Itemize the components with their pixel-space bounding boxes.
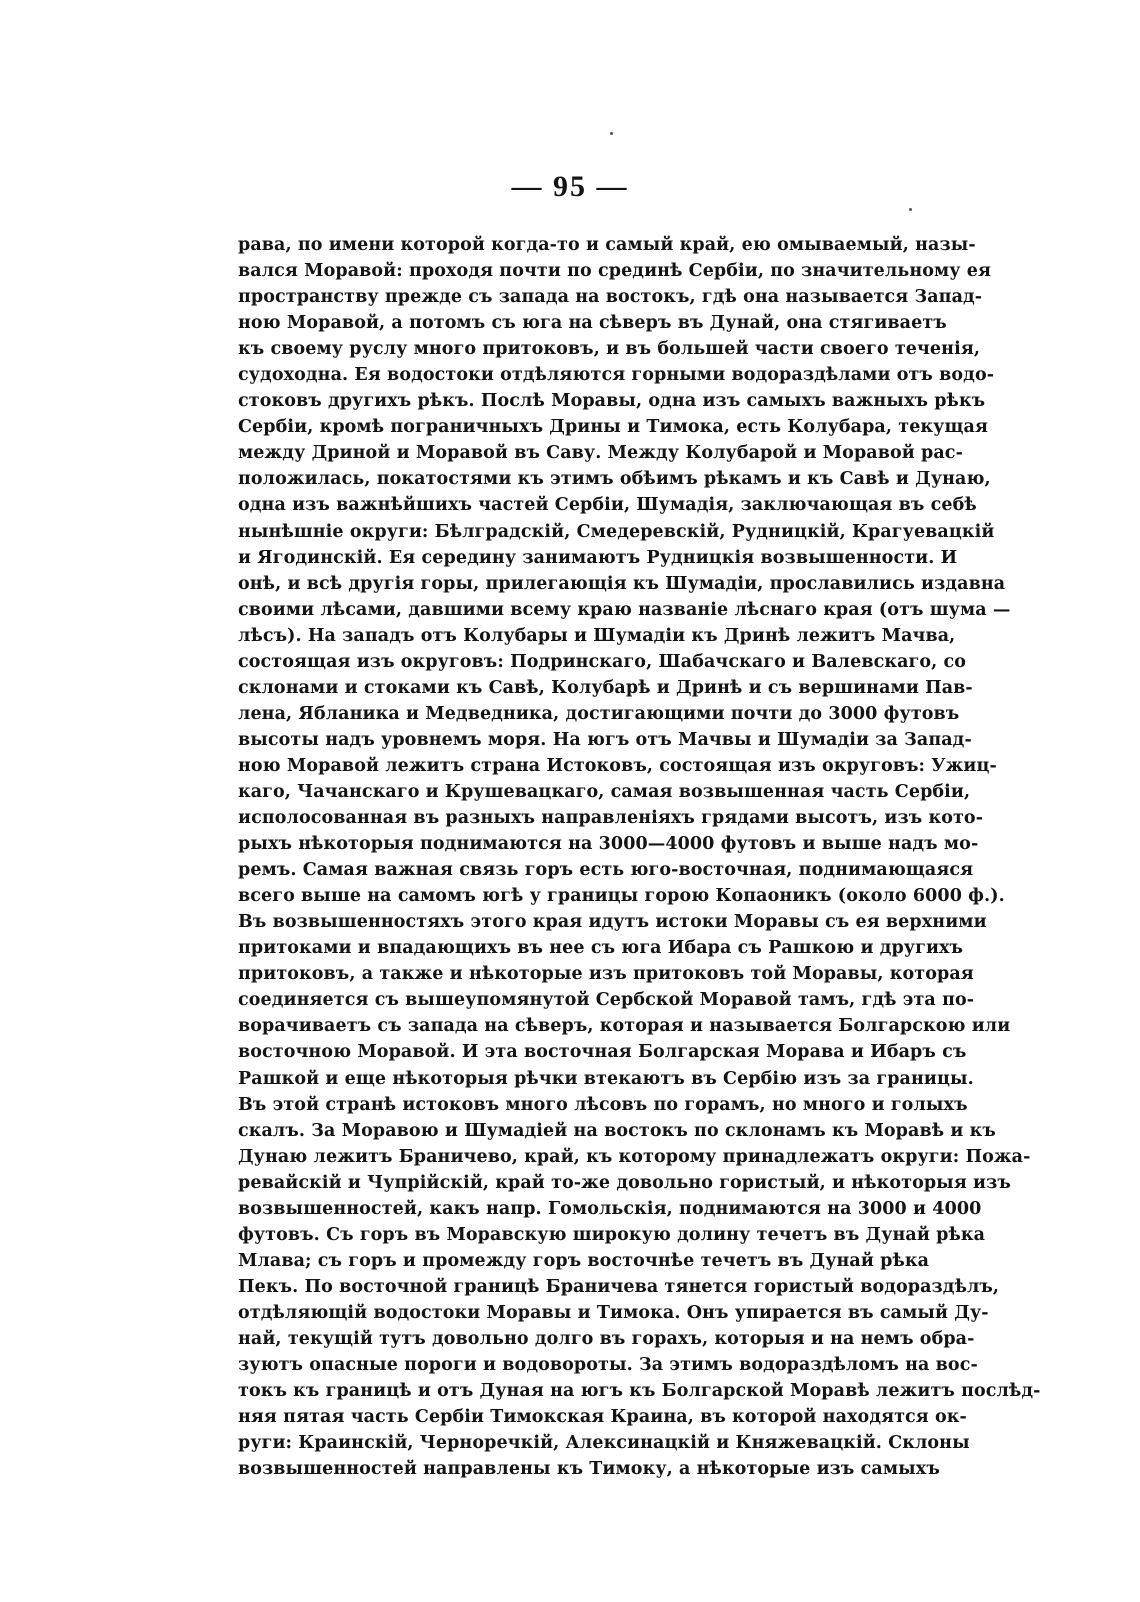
text-line: исполосованная въ разныхъ направленіяхъ грядами высотъ, изъ кото- — [238, 808, 984, 829]
text-line: рыхъ нѣкоторыя поднимаются на 3000—4000 футовъ и выше надъ мо- — [238, 834, 979, 855]
text-line: своими лѣсами, давшими всему краю названіе лѣснаго края (отъ шума — — [238, 599, 1011, 620]
text-line: къ своему руслу много притоковъ, и въ большей части своего теченія, — [238, 339, 981, 360]
text-line: и Ягодинскій. Ея середину занимаютъ Рудницкія возвышенности. И — [238, 547, 958, 568]
text-line: рава, по имени которой когда-то и самый край, ею омываемый, назы- — [238, 235, 976, 255]
text-line: вался Моравой: проходя почти по срединѣ Сербіи, по значительному ея — [238, 261, 992, 282]
text-line: Дунаю лежитъ Браничево, край, къ которому принадлежатъ округи: Пожа- — [238, 1146, 1031, 1167]
text-line: положилась, покатостями къ этимъ обѣимъ рѣкамъ и къ Савѣ и Дунаю, — [238, 469, 991, 490]
text-line: одна изъ важнѣйшихъ частей Сербіи, Шумадія, заключающая въ себѣ — [238, 495, 977, 516]
text-line: най, текущій тутъ довольно долго въ горахъ, которыя и на немъ обра- — [238, 1328, 975, 1349]
text-line: соединяется съ вышеупомянутой Сербской Моравой тамъ, гдѣ эта по- — [238, 990, 975, 1011]
text-line: склонами и стоками къ Савѣ, Колубарѣ и Дринѣ и съ вершинами Пав- — [238, 677, 973, 698]
text-line: скалъ. За Моравою и Шумадіей на востокъ по склонамъ къ Моравѣ и къ — [238, 1120, 996, 1141]
text-line: отдѣляющій водостоки Моравы и Тимока. Онъ упирается въ самый Ду- — [238, 1302, 989, 1323]
text-line: ремъ. Самая важная связь горъ есть юго-восточная, поднимающаяся — [238, 860, 974, 881]
text-line: Въ этой странѣ истоковъ много лѣсовъ по горамъ, но много и голыхъ — [238, 1094, 968, 1115]
text-line: ревайскій и Чупрійскій, край то-же довольно гористый, и нѣкоторыя изъ — [238, 1172, 1011, 1193]
text-line: Рашкой и еще нѣкоторыя рѣчки втекаютъ въ Сербію изъ за границы. — [238, 1068, 974, 1089]
text-line: ною Моравой лежитъ страна Истоковъ, состоящая изъ округовъ: Ужиц- — [238, 755, 997, 776]
text-line: руги: Краинскій, Черноречкій, Алексинацкій и Княжевацкій. Склоны — [238, 1433, 970, 1454]
scan-speck — [610, 132, 613, 135]
text-line: между Дриной и Моравой въ Саву. Между Колубарой и Моравой рас- — [238, 443, 963, 464]
text-line: лена, Ябланика и Медведника, достигающими почти до 3000 футовъ — [238, 703, 960, 724]
text-line: восточною Моравой. И эта восточная Болгарская Морава и Ибаръ съ — [238, 1042, 967, 1063]
text-line: пространству прежде съ запада на востокъ, гдѣ она называется Запад- — [238, 287, 983, 308]
text-line: притоковъ, а также и нѣкоторые изъ притоковъ той Моравы, которая — [238, 964, 974, 985]
text-line: всего выше на самомъ югѣ у границы горою Копаоникъ (около 6000 ф.). — [238, 886, 1005, 907]
text-line: состоящая изъ округовъ: Подринскаго, Шабачскаго и Валевскаго, со — [238, 651, 967, 672]
text-line: возвышенностей направлены къ Тимоку, а нѣкоторые изъ самыхъ — [238, 1459, 940, 1480]
text-line: футовъ. Съ горъ въ Моравскую широкую долину течетъ въ Дунай рѣка — [238, 1224, 986, 1245]
body-text — [238, 232, 1041, 1482]
text-line: ворачиваетъ съ запада на сѣверъ, которая и называется Болгарскою или — [238, 1016, 1011, 1037]
text-line: Пекъ. По восточной границѣ Браничева тянется гористый водораздѣлъ, — [238, 1276, 1000, 1297]
text-line: Въ возвышенностяхъ этого края идутъ истоки Моравы съ ея верхними — [238, 912, 987, 933]
text-line: высоты надъ уровнемъ моря. На югъ отъ Мачвы и Шумадіи за Запад- — [238, 729, 972, 750]
text-line: притоками и впадающихъ въ нее съ юга Ибара съ Рашкою и другихъ — [238, 938, 964, 959]
scan-speck — [909, 208, 912, 211]
page-number: — 95 — — [511, 170, 629, 203]
text-line: токъ къ границѣ и отъ Дуная на югъ къ Болгарской Моравѣ лежитъ послѣд- — [238, 1381, 1041, 1402]
text-line: ною Моравой, а потомъ съ юга на сѣверъ въ Дунай, она стягиваетъ — [238, 313, 947, 334]
text-line: стоковъ другихъ рѣкъ. Послѣ Моравы, одна изъ самыхъ важныхъ рѣкъ — [238, 391, 986, 412]
text-line: зуютъ опасные пороги и водовороты. За этимъ водораздѣломъ на вос- — [238, 1355, 978, 1376]
text-line: няя пятая часть Сербіи Тимокская Краина, въ которой находятся ок- — [238, 1407, 967, 1428]
text-line: Млава; съ горъ и промежду горъ восточнѣе течетъ въ Дунай рѣка — [238, 1250, 930, 1271]
text-line: Сербіи, кромѣ пограничныхъ Дрины и Тимока, есть Колубара, текущая — [238, 417, 988, 438]
text-line: судоходна. Ея водостоки отдѣляются горными водораздѣлами отъ водо- — [238, 365, 995, 386]
text-line: лѣсъ). На западъ отъ Колубары и Шумадіи къ Дринѣ лежитъ Мачва, — [238, 625, 956, 646]
text-line: онѣ, и всѣ другія горы, прилегающія къ Шумадіи, прославились издавна — [238, 573, 1006, 594]
text-line: возвышенностей, какъ напр. Гомольскія, поднимаются на 3000 и 4000 — [238, 1198, 982, 1219]
text-line: каго, Чачанскаго и Крушевацкаго, самая возвышенная часть Сербіи, — [238, 781, 971, 802]
text-line: нынѣшніе округи: Бѣлградскій, Смедеревскій, Рудницкій, Крагуевацкій — [238, 521, 995, 542]
